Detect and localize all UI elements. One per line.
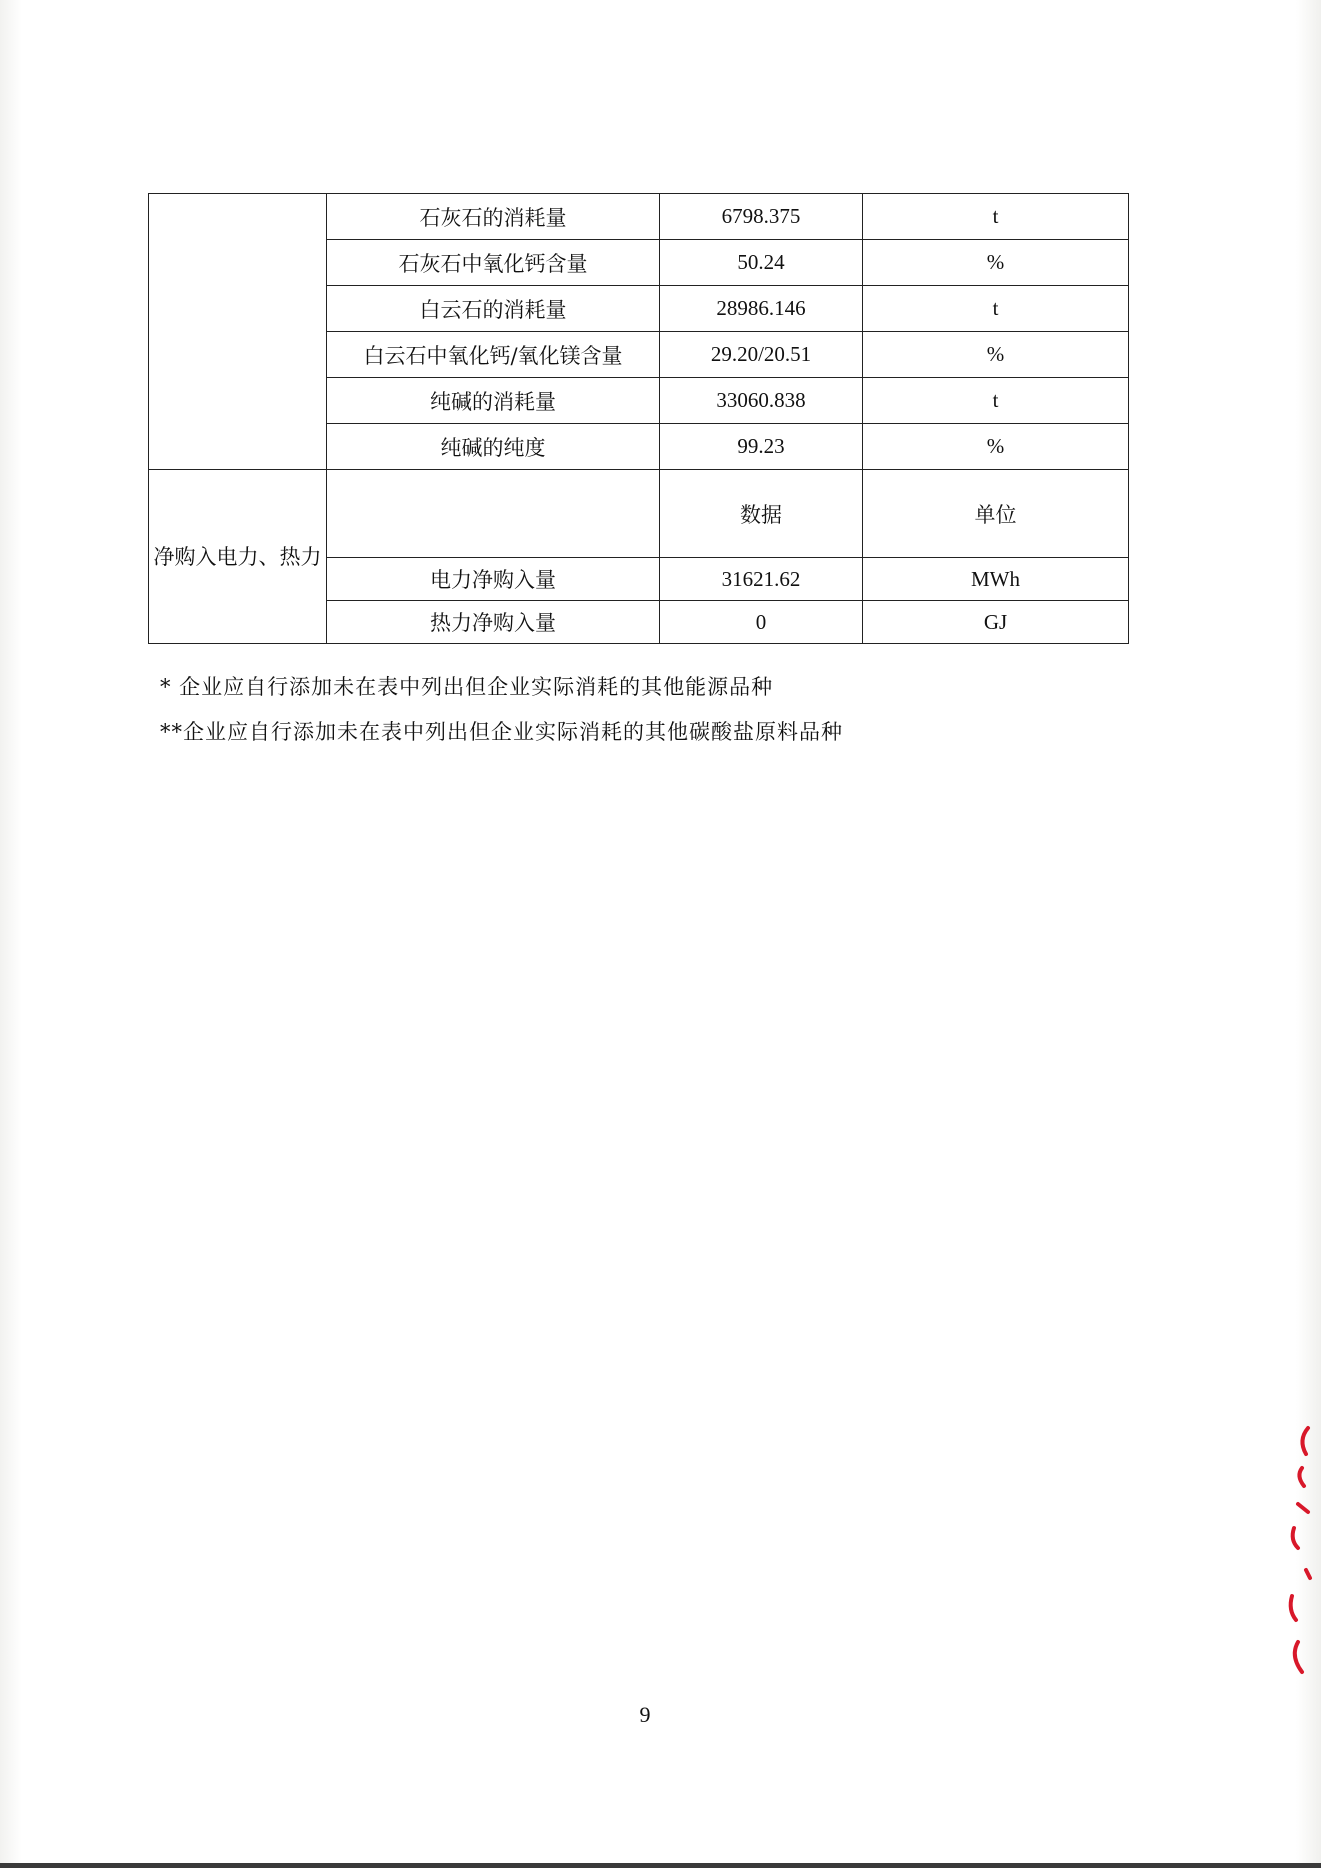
unit-cell: t <box>863 378 1129 424</box>
unit-cell: MWh <box>863 558 1129 601</box>
header-value-cell: 数据 <box>660 470 863 558</box>
page-number: 9 <box>639 1702 651 1727</box>
scan-bottom-edge <box>0 1863 1321 1868</box>
value-cell: 99.23 <box>660 424 863 470</box>
unit-cell: % <box>863 240 1129 286</box>
category-cell: 净购入电力、热力 <box>149 470 327 644</box>
value-cell: 31621.62 <box>660 558 863 601</box>
item-cell: 纯碱的消耗量 <box>327 378 660 424</box>
unit-cell: t <box>863 286 1129 332</box>
value-cell: 50.24 <box>660 240 863 286</box>
unit-cell: % <box>863 332 1129 378</box>
value-cell: 33060.838 <box>660 378 863 424</box>
header-unit-cell: 单位 <box>863 470 1129 558</box>
unit-cell: t <box>863 194 1129 240</box>
unit-cell: % <box>863 424 1129 470</box>
category-cell-empty <box>149 194 327 470</box>
red-seal-stamp-partial <box>1268 1420 1321 1680</box>
value-cell: 28986.146 <box>660 286 863 332</box>
value-cell: 0 <box>660 601 863 644</box>
header-empty-cell <box>327 470 660 558</box>
value-cell: 29.20/20.51 <box>660 332 863 378</box>
data-table <box>148 193 1129 644</box>
item-cell: 热力净购入量 <box>327 601 660 644</box>
item-cell: 白云石中氧化钙/氧化镁含量 <box>327 332 660 378</box>
section-header-row <box>149 470 1129 558</box>
item-cell: 白云石的消耗量 <box>327 286 660 332</box>
footnote-energy: * 企业应自行添加未在表中列出但企业实际消耗的其他能源品种 <box>160 675 774 699</box>
item-cell: 电力净购入量 <box>327 558 660 601</box>
footnote-carbonate: **企业应自行添加未在表中列出但企业实际消耗的其他碳酸盐原料品种 <box>160 720 843 744</box>
value-cell: 6798.375 <box>660 194 863 240</box>
item-cell: 石灰石的消耗量 <box>327 194 660 240</box>
unit-cell: GJ <box>863 601 1129 644</box>
item-cell: 纯碱的纯度 <box>327 424 660 470</box>
item-cell: 石灰石中氧化钙含量 <box>327 240 660 286</box>
footnotes <box>160 672 843 762</box>
table-row <box>149 194 1129 240</box>
